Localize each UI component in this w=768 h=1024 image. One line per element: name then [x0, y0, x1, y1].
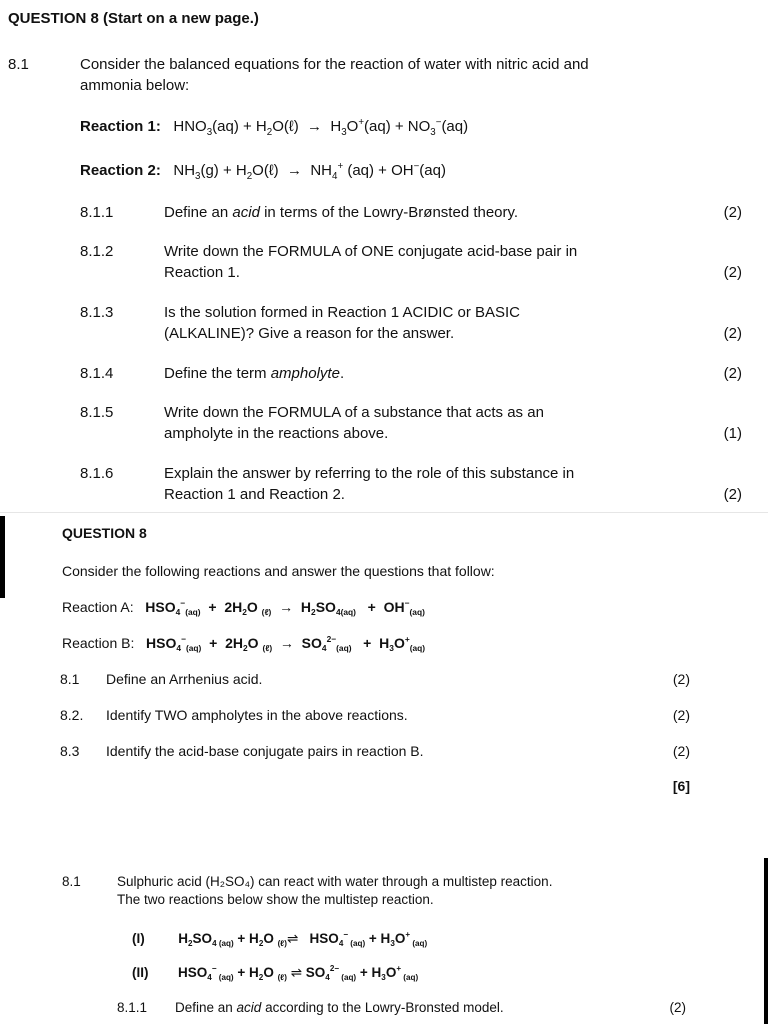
item-text-line-2: Reaction 1 and Reaction 2.: [164, 486, 345, 503]
item-marks: (2): [672, 743, 690, 759]
item-text-line-2: Reaction 1.: [164, 264, 240, 281]
item-number: 8.1.6: [80, 465, 114, 482]
reaction-2-label: Reaction 2:: [80, 162, 161, 179]
item-number: 8.1.3: [80, 304, 114, 321]
intro-3-line-1: Sulphuric acid (H₂SO₄) can react with water through a multistep reaction.: [117, 874, 553, 889]
reaction-ii-label: (II): [132, 965, 149, 980]
item-text: Define the term ampholyte.: [164, 365, 345, 382]
item-marks: (2): [723, 264, 742, 281]
intro-line-2: ammonia below:: [80, 77, 190, 94]
reaction-ii-equation: (II) $HSO_4^-$ $_{(aq)} + H_2O$ $_{(\ell)}$ ⇌ $SO_4^{2-}$ $_{(aq)} + H_3O^+$ $_{(aq)}$: [132, 964, 419, 982]
reaction-b-label: Reaction B:: [62, 635, 135, 651]
reaction-b-equation: Reaction B: $HSO_4^-_{(aq)} + 2H_2O$ $_{(\ell)} \to SO_4^{2-}_{(aq)}$ + $H_3O^+_{(aq)}$: [62, 634, 426, 653]
question-heading: QUESTION 8 (Start on a new page.): [8, 10, 259, 27]
item-text: Define an Arrhenius acid.: [106, 671, 263, 687]
item-text-line-1: Write down the FORMULA of a substance that acts as an: [164, 404, 544, 421]
item-text: Define an acid according to the Lowry-Bronsted model.: [175, 1000, 504, 1015]
question-number: 8.1: [8, 56, 29, 73]
item-number: 8.2.: [60, 707, 84, 723]
item-text-line-2: (ALKALINE)? Give a reason for the answer.: [164, 325, 455, 342]
item-marks: (2): [723, 204, 742, 221]
reaction-1-label: Reaction 1:: [80, 118, 161, 135]
question-heading-2: QUESTION 8: [62, 525, 147, 541]
reaction-a-equation: Reaction A: $HSO_4^-_{(aq)} + 2H_2O$ $_{(\ell)} \to H_2SO_{4(aq)}$ + $OH^-_{(aq)}$: [62, 598, 425, 617]
item-number: 8.1.2: [80, 243, 114, 260]
intro-line-1: Consider the balanced equations for the reaction of water with nitric acid and: [80, 56, 589, 73]
item-number: 8.3: [60, 743, 80, 759]
scan-edge-right: [764, 858, 768, 1024]
reaction-i-label: (I): [132, 931, 145, 946]
question-total: [6]: [672, 778, 690, 794]
reaction-i-equation: (I) $H_2SO_{4 (aq)} + H_2O$ $_{(\ell)}$⇌ $HSO_4^-$ $_{(aq)} + H_3O^+$ $_{(aq)}$: [132, 930, 428, 948]
item-text-line-1: Is the solution formed in Reaction 1 ACIDIC or BASIC: [164, 304, 520, 321]
reaction-2-equation: Reaction 2: $NH_3(g)$ + $H_2O(\ell) \to NH_4^+$ (aq) + OH−(aq): [80, 161, 446, 182]
item-marks: (2): [672, 707, 690, 723]
item-marks: (2): [672, 671, 690, 687]
item-number: 8.1.1: [80, 204, 114, 221]
intro-3-line-2: The two reactions below show the multistep reaction.: [117, 892, 434, 907]
item-marks: (2): [723, 365, 742, 382]
item-number: 8.1: [62, 874, 81, 889]
item-text: Define an acid in terms of the Lowry-Brønsted theory.: [164, 204, 519, 221]
item-marks: (2): [669, 1000, 686, 1015]
item-text-line-1: Explain the answer by referring to the role of this substance in: [164, 465, 575, 482]
item-number: 8.1: [60, 671, 80, 687]
item-number: 8.1.1: [117, 1000, 148, 1015]
page-seam: [0, 512, 768, 513]
item-marks: (2): [723, 325, 742, 342]
item-text: Identify the acid-base conjugate pairs in reaction B.: [106, 743, 424, 759]
item-number: 8.1.4: [80, 365, 114, 382]
item-text-line-1: Write down the FORMULA of ONE conjugate acid-base pair in: [164, 243, 578, 260]
item-text: Identify TWO ampholytes in the above reactions.: [106, 707, 408, 723]
reaction-1-equation: Reaction 1: $HNO_3(aq)$ + $H_2O(\ell) \to H_3O^+(aq) + NO_3^-(aq)$: [80, 117, 469, 138]
item-text-line-2: ampholyte in the reactions above.: [164, 425, 389, 442]
item-number: 8.1.5: [80, 404, 114, 421]
item-marks: (2): [723, 486, 742, 503]
item-marks: (1): [723, 425, 742, 442]
scan-edge-left: [0, 516, 5, 598]
intro-2: Consider the following reactions and answer the questions that follow:: [62, 563, 495, 579]
reaction-a-label: Reaction A:: [62, 599, 134, 615]
